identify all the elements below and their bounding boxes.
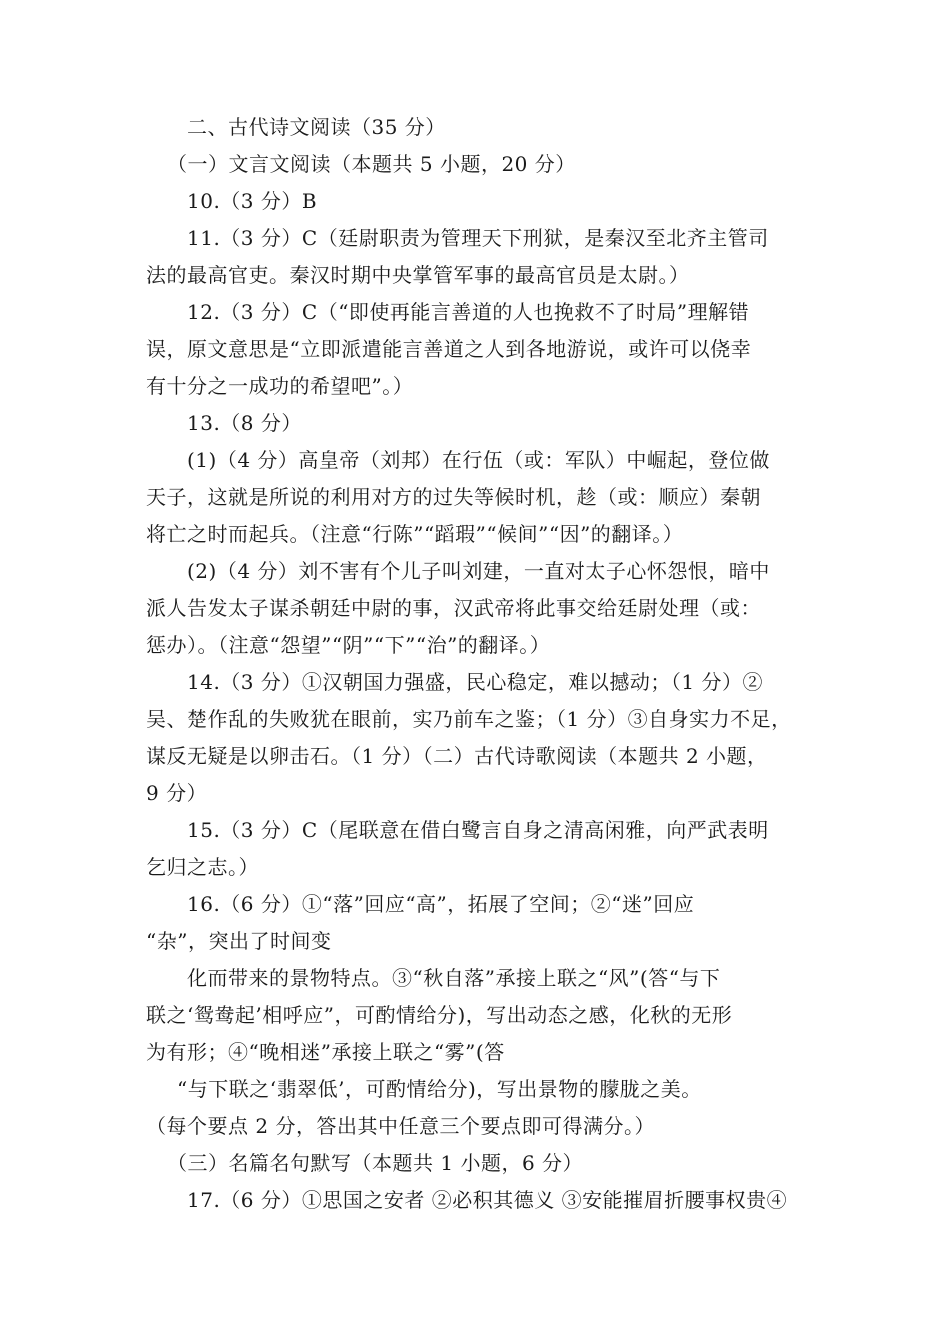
answer-line: “杂”，突出了时间变 bbox=[146, 929, 332, 953]
answer-line: 法的最高官吏。秦汉时期中央掌管军事的最高官员是太尉。） bbox=[146, 263, 690, 287]
answer-line: 11.（3 分）C（廷尉职责为管理天下刑狱，是秦汉至北齐主管司 bbox=[187, 226, 769, 250]
answer-line: 化而带来的景物特点。③“秋自落”承接上联之“风”(答“与下 bbox=[187, 966, 721, 990]
subsection-heading: （三）名篇名句默写（本题共 1 小题，6 分） bbox=[167, 1151, 584, 1175]
answer-line: 派人告发太子谋杀朝廷中尉的事，汉武帝将此事交给廷尉处理（或： bbox=[146, 596, 761, 620]
answer-line: (1)（4 分）高皇帝（刘邦）在行伍（或：军队）中崛起，登位做 bbox=[187, 448, 770, 472]
answer-line: 12.（3 分）C（“即使再能言善道的人也挽救不了时局”理解错 bbox=[187, 300, 750, 324]
subsection-heading: （一）文言文阅读（本题共 5 小题，20 分） bbox=[167, 152, 576, 176]
answer-line: 乞归之志。） bbox=[146, 855, 259, 879]
answer-line: 惩办）。（注意“怨望”“阴”“下”“治”的翻译。） bbox=[146, 633, 551, 657]
answer-line: 天子，这就是所说的利用对方的过失等候时机，趁（或：顺应）秦朝 bbox=[146, 485, 761, 509]
section-heading: 二、古代诗文阅读（35 分） bbox=[187, 115, 446, 139]
answer-line: 9 分） bbox=[146, 781, 208, 805]
answer-line: 将亡之时而起兵。（注意“行陈”“蹈瑕”“候间”“因”的翻译。） bbox=[146, 522, 684, 546]
answer-line: (2)（4 分）刘不害有个儿子叫刘建，一直对太子心怀怨恨，暗中 bbox=[187, 559, 770, 583]
answer-line: 15.（3 分）C（尾联意在借白鹭言自身之清高闲雅，向严武表明 bbox=[187, 818, 769, 842]
answer-line: 为有形；④“晚相迷”承接上联之“雾”(答 bbox=[146, 1040, 505, 1064]
answer-line: “与下联之‘翡翠低’，可酌情给分)，写出景物的朦胧之美。 bbox=[177, 1077, 702, 1101]
answer-line: 误，原文意思是“立即派遣能言善道之人到各地游说，或许可以侥幸 bbox=[146, 337, 752, 361]
answer-line: 吴、楚作乱的失败犹在眼前，实乃前车之鉴；（1 分）③自身实力不足， bbox=[146, 707, 792, 731]
answer-line: 17.（6 分）①思国之安者 ②必积其德义 ③安能摧眉折腰事权贵④ bbox=[187, 1188, 788, 1212]
answer-line: 联之‘鸳鸯起’相呼应”，可酌情给分)，写出动态之感，化秋的无形 bbox=[146, 1003, 733, 1027]
answer-line: 10.（3 分）B bbox=[187, 189, 318, 213]
answer-line: 有十分之一成功的希望吧”。） bbox=[146, 374, 414, 398]
answer-line: 谋反无疑是以卵击石。（1 分）（二）古代诗歌阅读（本题共 2 小题， bbox=[146, 744, 768, 768]
answer-line: 16.（6 分）①“落”回应“高”，拓展了空间；②“迷”回应 bbox=[187, 892, 695, 916]
answer-line: 13.（8 分） bbox=[187, 411, 302, 435]
answer-line: （每个要点 2 分，答出其中任意三个要点即可得满分。） bbox=[146, 1114, 655, 1138]
answer-line: 14.（3 分）①汉朝国力强盛，民心稳定，难以撼动；（1 分）② bbox=[187, 670, 763, 694]
